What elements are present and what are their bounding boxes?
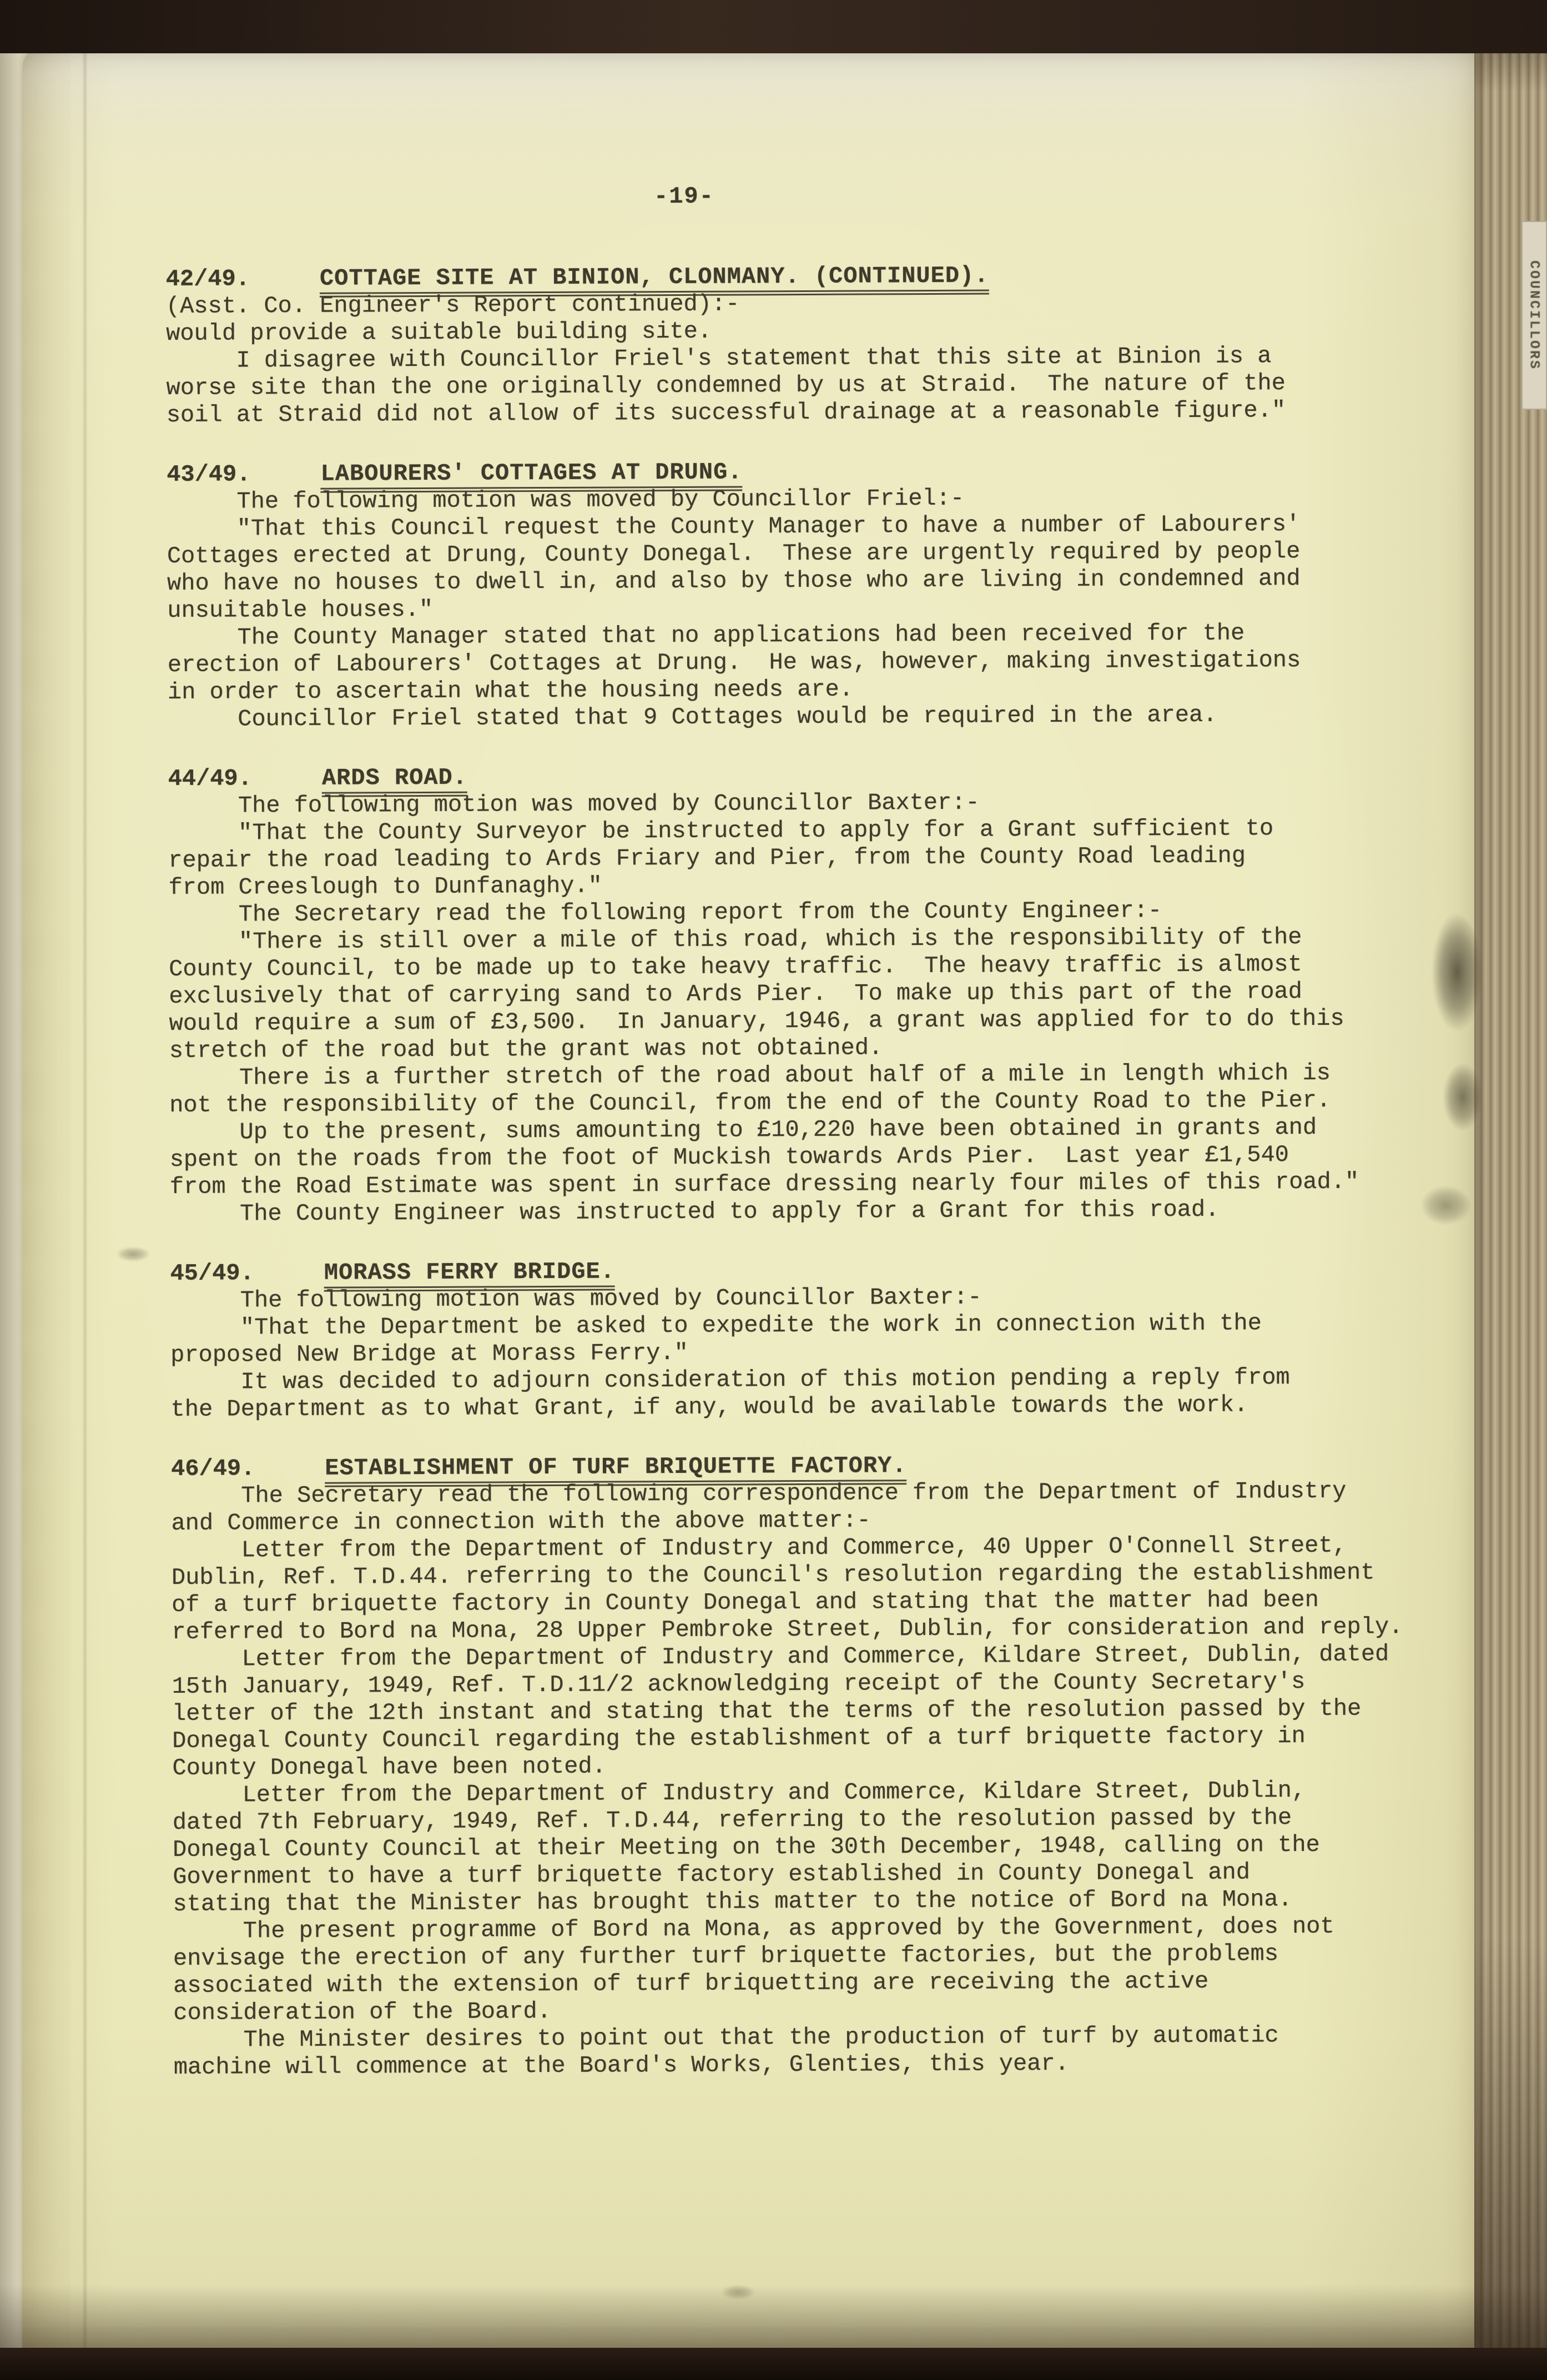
ink-smudge [1421, 1186, 1471, 1225]
typed-line: dated 7th February, 1949, Ref. T.D.44, referring to the resolution passed by the [172, 1804, 1292, 1836]
typed-line: repair the road leading to Ards Friary and Pier, from the County Road leading [168, 842, 1246, 874]
typed-line: The following motion was moved by Councillor Baxter:- [168, 789, 980, 819]
typed-line: There is a further stretch of the road about half of a mile in length which is [169, 1059, 1331, 1091]
typed-line: and Commerce in connection with the above matter:- [171, 1507, 871, 1537]
typed-line: I disagree with Councillor Friel's statement that this site at Binion is a [166, 343, 1272, 374]
typed-line: soil at Straid did not allow of its successful drainage at a reasonable figure." [166, 397, 1286, 429]
typed-line: The following motion was moved by Councillor Friel:- [167, 485, 965, 515]
photo-top-border [0, 0, 1547, 53]
page-number: -19- [653, 183, 715, 210]
typed-line: envisage the erection of any further turf briquette factories, but the problems [173, 1940, 1279, 1972]
typed-line: County Donegal have been noted. [172, 1753, 606, 1782]
minute-section [168, 760, 1447, 1228]
typed-line: "That the County Surveyor be instructed to apply for a Grant sufficient to [168, 815, 1274, 847]
typed-line: Up to the present, sums amounting to £10,220 have been obtained in grants and [169, 1114, 1317, 1146]
fore-edge-label [1521, 221, 1547, 410]
minute-section [170, 1255, 1447, 1423]
typed-line: The County Engineer was instructed to apply for a Grant for this road. [169, 1196, 1220, 1227]
photo-bottom-shadow [0, 2285, 1547, 2351]
typed-line: referred to Bord na Mona, 28 Upper Pembroke Street, Dublin, for consideration and reply. [172, 1613, 1403, 1646]
typed-line: machine will commence at the Board's Works, Glenties, this year. [173, 2050, 1069, 2081]
document-page [22, 48, 1474, 2352]
typed-line: from Creeslough to Dunfanaghy." [168, 872, 602, 901]
typed-line: Dublin, Ref. T.D.44. referring to the Council's resolution regarding the establishment [171, 1559, 1375, 1591]
typed-line: unsuitable houses." [167, 596, 434, 624]
typed-line: "That this Council request the County Manager to have a number of Labourers' [167, 511, 1301, 542]
section-title: ARDS ROAD. [322, 764, 467, 797]
typed-line: The following motion was moved by Councillor Baxter:- [170, 1284, 982, 1314]
typed-line: stating that the Minister has brought this matter to the notice of Bord na Mona. [173, 1886, 1292, 1918]
typed-line: Cottages erected at Drung, County Donegal. These are urgently required by people [167, 538, 1301, 570]
typed-line: letter of the 12th instant and stating that the terms of the resolution passed by the [172, 1695, 1362, 1727]
gutter-crease [82, 48, 88, 2352]
typed-line: Councillor Friel stated that 9 Cottages would be required in the area. [168, 701, 1217, 733]
section-ref: 45/49. [170, 1260, 254, 1287]
sections [166, 260, 1450, 2081]
typed-line: stretch of the road but the grant was not obtained. [169, 1034, 883, 1064]
typed-line: 15th January, 1949, Ref. T.D.11/2 acknowledging receipt of the County Secretary's [172, 1668, 1306, 1700]
typed-line: associated with the extension of turf briquetting are receiving the active [173, 1968, 1209, 1999]
fore-edge-label-text: COUNCILLORS [1526, 260, 1543, 371]
typed-line: in order to ascertain what the housing needs are. [167, 676, 854, 706]
typed-line: (Asst. Co. Engineer's Report continued):- [165, 290, 740, 320]
typed-line: The Secretary read the following report from the County Engineer:- [168, 897, 1162, 928]
section-title: ESTABLISHMENT OF TURF BRIQUETTE FACTORY. [325, 1452, 906, 1487]
typed-line: It was decided to adjourn consideration of this motion pending a reply from [170, 1364, 1290, 1396]
typed-line: worse site than the one originally condemned by us at Straid. The nature of the [166, 370, 1286, 401]
typed-line: would provide a suitable building site. [166, 318, 712, 347]
typed-line: The Minister desires to point out that the production of turf by automatic [173, 2022, 1279, 2054]
ink-smudge [117, 1247, 150, 1261]
typed-line: spent on the roads from the foot of Muckish towards Ards Pier. Last year £1,540 [169, 1141, 1289, 1173]
typed-line: would require a sum of £3,500. In January, 1946, a grant was applied for to do this [169, 1005, 1344, 1037]
typed-line: The County Manager stated that no applications had been received for the [167, 620, 1245, 651]
typed-line: Letter from the Department of Industry and Commerce, Kildare Street, Dublin, dated [172, 1641, 1389, 1673]
section-title: MORASS FERRY BRIDGE. [324, 1258, 615, 1291]
typed-line: The present programme of Bord na Mona, as approved by the Government, does not [173, 1913, 1334, 1945]
typed-line: The Secretary read the following correspondence from the Department of Industry [171, 1477, 1347, 1509]
typed-line: proposed New Bridge at Morass Ferry." [170, 1339, 688, 1368]
typed-line: consideration of the Board. [173, 1997, 551, 2026]
typed-line: "There is still over a mile of this road, which is the responsibility of the [168, 924, 1302, 955]
typed-content [165, 180, 1450, 2081]
section-ref: 46/49. [170, 1455, 255, 1482]
ink-smudge [1443, 1064, 1482, 1130]
minute-section [166, 260, 1443, 429]
minute-section [171, 1450, 1450, 2081]
typed-line: Donegal County Council regarding the establishment of a turf briquette factory in [172, 1723, 1306, 1754]
typed-line: erection of Labourers' Cottages at Drung. He was, however, making investigations [167, 647, 1301, 678]
typed-line: exclusively that of carrying sand to Ards Pier. To make up this part of the road [169, 978, 1303, 1010]
section-ref: 44/49. [168, 765, 253, 792]
section-title: COTTAGE SITE AT BINION, CLONMANY. (CONTINUED). [320, 263, 989, 298]
section-title: LABOURERS' COTTAGES AT DRUNG. [320, 459, 742, 492]
typed-line: of a turf briquette factory in County Donegal and stating that the matter had been [172, 1586, 1319, 1618]
section-ref: 43/49. [167, 461, 251, 488]
typed-line: who have no houses to dwell in, and also by those who are living in condemned and [167, 565, 1301, 597]
typed-line: not the responsibility of the Council, from the end of the County Road to the Pier. [169, 1086, 1331, 1119]
typed-line: Letter from the Department of Industry and Commerce, Kildare Street, Dublin, [172, 1777, 1306, 1809]
typed-line: County Council, to be made up to take heavy traffic. The heavy traffic is almost [169, 951, 1302, 983]
typed-line: "That the Department be asked to expedite the work in connection with the [170, 1310, 1262, 1341]
section-ref: 42/49. [165, 265, 250, 293]
typed-line: Letter from the Department of Industry and Commerce, 40 Upper O'Connell Street, [171, 1532, 1347, 1564]
typed-line: Donegal County Council at their Meeting on the 30th December, 1948, calling on the [172, 1831, 1320, 1863]
typed-line: from the Road Estimate was spent in surface dressing nearly four miles of this road." [169, 1168, 1359, 1200]
minute-section [167, 456, 1444, 733]
typed-line: the Department as to what Grant, if any, would be available towards the work. [170, 1391, 1248, 1423]
photo-bottom-border [0, 2348, 1547, 2380]
typed-line: Government to have a turf briquette factory established in County Donegal and [173, 1859, 1251, 1890]
